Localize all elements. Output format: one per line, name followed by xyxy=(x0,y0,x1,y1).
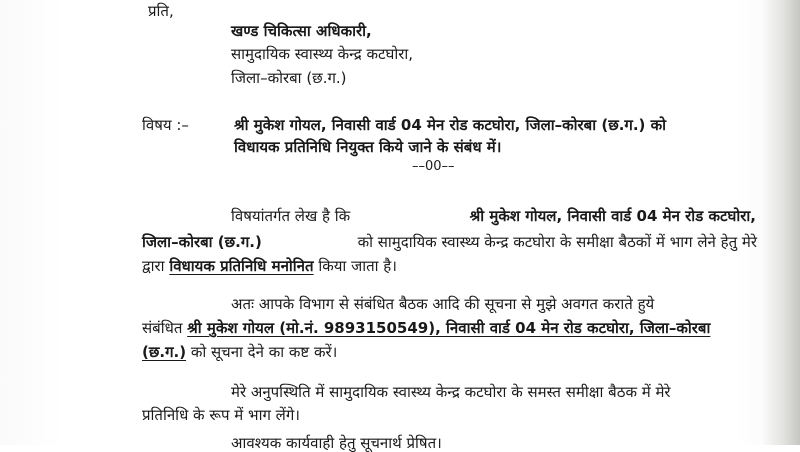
para3-line-1: मेरे अनुपस्थिति में सामुदायिक स्वास्थ्य केन्द्र कटघोरा के समस्त समीक्षा बैठक में मेरे xyxy=(231,383,671,401)
page-edge-shadow xyxy=(762,0,800,445)
para1-l2-b: को सामुदायिक स्वास्थ्य केन्द्र कटघोरा के समीक्षा बैठकों में भाग लेने हेतु मेरे xyxy=(357,233,757,251)
para1-nominated: विधायक प्रतिनिधि मनोनित xyxy=(169,257,314,275)
para2-l3-b: को सूचना देने का कष्ट करें। xyxy=(190,343,338,361)
prati-text: प्रति, xyxy=(148,2,174,20)
para3-line-2: प्रतिनिधि के रूप में भाग लेंगे। xyxy=(142,406,300,424)
para1-l3-a: द्वारा xyxy=(142,257,165,275)
para2-contact: श्री मुकेश गोयल (मो.नं. 9893150549), निवासी वार्ड 04 मेन रोड कटघोरा, जिला–कोरबा xyxy=(187,319,711,337)
para1-line-3 xyxy=(142,257,397,275)
recipient-district: जिला–कोरबा (छ.ग.) xyxy=(231,69,347,87)
para1-l1-name-wrap xyxy=(470,207,756,225)
para1-line-2 xyxy=(142,233,757,251)
para1-district: जिला–कोरबा (छ.ग.) xyxy=(142,233,262,251)
recipient-title: खण्ड चिकित्सा अधिकारी, xyxy=(231,22,372,40)
para1-l3-c: किया जाता है। xyxy=(318,257,397,275)
separator: ––00–– xyxy=(412,159,455,174)
subject-line-1: श्री मुकेश गोयल, निवासी वार्ड 04 मेन रोड कटघोरा, जिला–कोरबा (छ.ग.) को xyxy=(234,116,667,134)
subject-label: विषय :– xyxy=(142,116,189,134)
para1-l1-a: विषयांतर्गत लेख है कि xyxy=(231,207,351,225)
para2-line-3 xyxy=(142,343,337,361)
para1-name: श्री मुकेश गोयल xyxy=(469,207,557,225)
para2-state: (छ.ग.) xyxy=(142,343,187,361)
para1-line-1 xyxy=(231,207,756,225)
subject-line-2: विधायक प्रतिनिधि नियुक्त किये जाने के संबंध में। xyxy=(234,138,502,156)
footer-cut-line: आवश्यक कार्यवाही हेतु सूचनार्थ प्रेषित। xyxy=(231,434,442,452)
para2-line-1: अतः आपके विभाग से संबंधित बैठक आदि की सूचना से मुझे अवगत कराते हुये xyxy=(231,295,655,313)
para2-l2-a: संबंधित xyxy=(142,319,183,337)
para2-line-2 xyxy=(142,319,757,337)
recipient-org: सामुदायिक स्वास्थ्य केन्द्र कटघोरा, xyxy=(231,45,414,63)
para1-l1-c: , निवासी वार्ड 04 मेन रोड कटघोरा, xyxy=(556,207,756,225)
